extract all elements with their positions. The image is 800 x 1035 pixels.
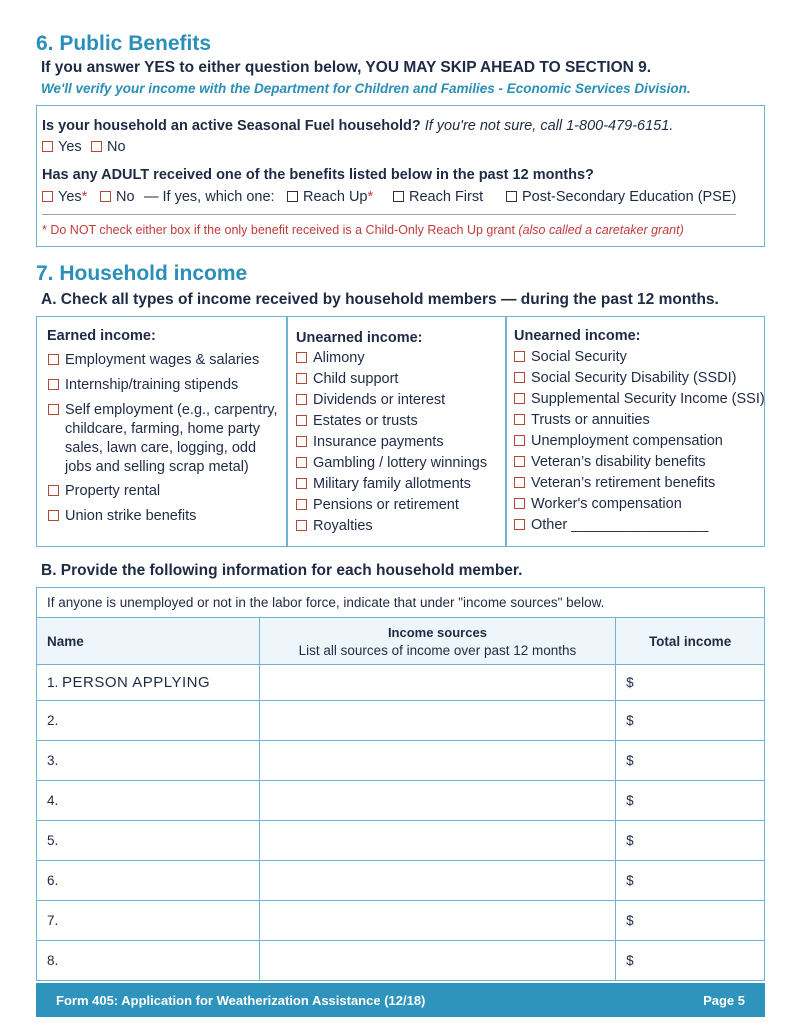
pse-option[interactable] <box>506 189 736 205</box>
checkbox[interactable] <box>296 352 307 363</box>
footer-form-title: Form 405: Application for Weatherization Assistance (12/18) <box>56 993 426 1008</box>
checkbox[interactable] <box>48 404 59 415</box>
total-cell[interactable]: $ <box>616 665 765 701</box>
income-option-dividends[interactable] <box>296 391 445 410</box>
option-label: Military family allotments <box>313 476 471 492</box>
checkbox[interactable] <box>514 435 525 446</box>
page-footer <box>36 983 765 1017</box>
option-label: Employment wages & salaries <box>65 352 260 368</box>
sources-cell[interactable] <box>259 821 615 861</box>
self-employment-line-3: sales, lawn care, logging, odd <box>65 440 257 456</box>
col-header-sources <box>259 618 615 665</box>
income-option-ssi[interactable] <box>514 390 765 409</box>
checkbox[interactable] <box>514 498 525 509</box>
option-label: Union strike benefits <box>65 508 197 524</box>
table-row <box>37 861 765 901</box>
name-cell[interactable]: 6. <box>37 861 260 901</box>
income-option-alimony[interactable] <box>296 349 365 368</box>
income-option-child-support[interactable] <box>296 370 398 389</box>
income-option-other[interactable] <box>514 516 708 535</box>
option-label: Trusts or annuities <box>531 412 650 428</box>
option-label: Alimony <box>313 350 365 366</box>
q2-yes-option[interactable] <box>42 189 87 205</box>
name-cell[interactable]: 8. <box>37 941 260 981</box>
household-income-table <box>36 587 765 981</box>
earned-income-heading: Earned income: <box>47 328 156 344</box>
income-option-royalties[interactable] <box>296 517 373 536</box>
income-option-trusts[interactable] <box>514 411 650 430</box>
sources-cell[interactable] <box>259 941 615 981</box>
self-employment-line-2: childcare, farming, home party <box>65 421 261 437</box>
total-cell[interactable]: $ <box>616 941 765 981</box>
total-cell[interactable]: $ <box>616 741 765 781</box>
column-divider <box>286 316 288 547</box>
unearned-income-heading-1: Unearned income: <box>296 330 423 346</box>
income-option-wages[interactable] <box>48 351 259 370</box>
option-label: Supplemental Security Income (SSI) <box>531 391 765 407</box>
section-6-instruction: If you answer YES to either question below, YOU MAY SKIP AHEAD TO SECTION 9. <box>41 59 652 76</box>
checkbox[interactable] <box>296 520 307 531</box>
checkbox[interactable] <box>296 394 307 405</box>
option-label: Pensions or retirement <box>313 497 459 513</box>
reach-first-checkbox[interactable] <box>393 191 404 202</box>
sources-cell[interactable] <box>259 741 615 781</box>
option-label: Self employment (e.g., carpentry, <box>65 402 278 418</box>
name-cell[interactable]: 7. <box>37 901 260 941</box>
sources-cell[interactable] <box>259 901 615 941</box>
income-option-veteran-disability[interactable] <box>514 453 706 472</box>
name-cell[interactable] <box>37 665 260 701</box>
option-label: Child support <box>313 371 399 387</box>
sources-cell[interactable] <box>259 665 615 701</box>
total-cell[interactable]: $ <box>616 701 765 741</box>
option-label: Unemployment compensation <box>531 433 723 449</box>
table-row <box>37 901 765 941</box>
option-label: Veteran’s disability benefits <box>531 454 706 470</box>
part-b-heading: B. Provide the following information for each household member. <box>41 562 523 579</box>
table-row <box>37 821 765 861</box>
income-option-insurance[interactable] <box>296 433 444 452</box>
option-label: Insurance payments <box>313 434 444 450</box>
q2-which-label: — If yes, which one: <box>144 189 275 205</box>
reach-up-asterisk: * <box>367 189 374 205</box>
col-header-name: Name <box>37 618 260 665</box>
reach-up-checkbox[interactable] <box>287 191 298 202</box>
table-row <box>37 741 765 781</box>
table-row <box>37 781 765 821</box>
sources-cell[interactable] <box>259 781 615 821</box>
row-number: 1. <box>47 675 59 690</box>
option-label: Estates or trusts <box>313 413 418 429</box>
reach-first-option[interactable] <box>393 189 483 205</box>
sources-cell[interactable] <box>259 701 615 741</box>
q1-no-checkbox[interactable] <box>91 141 102 152</box>
table-row <box>37 665 765 701</box>
q2-yes-label: Yes <box>58 189 82 205</box>
col-sources-title: Income sources <box>387 624 487 640</box>
q1-no-label: No <box>107 139 126 155</box>
q1-yes-checkbox[interactable] <box>42 141 53 152</box>
checkbox[interactable] <box>514 372 525 383</box>
q1-text: Is your household an active Seasonal Fuel household? <box>42 118 421 134</box>
name-cell[interactable]: 4. <box>37 781 260 821</box>
section-6-note: We'll verify your income with the Department for Children and Families - Economic Services Division. <box>41 81 691 96</box>
name-cell[interactable]: 3. <box>37 741 260 781</box>
option-label: Social Security Disability (SSDI) <box>531 370 737 386</box>
checkbox[interactable] <box>296 499 307 510</box>
checkbox[interactable] <box>514 519 525 530</box>
divider <box>42 214 736 215</box>
total-cell[interactable]: $ <box>616 901 765 941</box>
option-label: Gambling / lottery winnings <box>313 455 488 471</box>
income-option-union-strike[interactable] <box>48 507 196 526</box>
unearned-income-heading-2: Unearned income: <box>514 328 641 344</box>
total-cell[interactable]: $ <box>616 781 765 821</box>
checkbox[interactable] <box>514 477 525 488</box>
checkbox[interactable] <box>514 393 525 404</box>
q2-no-label: No <box>116 189 135 205</box>
total-cell[interactable]: $ <box>616 861 765 901</box>
checkbox[interactable] <box>296 415 307 426</box>
footnote-main: * Do NOT check either box if the only benefit received is a Child-Only Reach Up grant <box>42 223 515 237</box>
option-label: Property rental <box>65 483 161 499</box>
option-label: Veteran’s retirement benefits <box>531 475 716 491</box>
income-option-pensions[interactable] <box>296 496 459 515</box>
column-divider <box>505 316 507 547</box>
q2-text: Has any ADULT received one of the benefits listed below in the past 12 months? <box>42 167 594 183</box>
income-option-estates[interactable] <box>296 412 418 431</box>
q1-yes-option[interactable] <box>42 139 82 155</box>
income-option-military[interactable] <box>296 475 471 494</box>
name-cell[interactable]: 5. <box>37 821 260 861</box>
pse-label: Post-Secondary Education (PSE) <box>522 189 737 205</box>
section-6-title: 6. Public Benefits <box>36 32 212 55</box>
q1-yes-label: Yes <box>58 139 82 155</box>
footer-page-number: Page 5 <box>703 993 745 1008</box>
checkbox[interactable] <box>296 436 307 447</box>
name-cell[interactable]: 2. <box>37 701 260 741</box>
option-label: Worker's compensation <box>531 496 682 512</box>
income-option-self-employment[interactable] <box>48 401 278 420</box>
option-label: Other _________________ <box>531 517 709 533</box>
option-label: Social Security <box>531 349 627 365</box>
q1-no-option[interactable] <box>91 139 126 155</box>
footnote-italic: (also called a caretaker grant) <box>518 223 684 237</box>
reach-up-option[interactable] <box>287 189 373 205</box>
income-option-property-rental[interactable] <box>48 482 160 501</box>
income-option-unemployment[interactable] <box>514 432 723 451</box>
checkbox[interactable] <box>48 485 59 496</box>
section-7-title: 7. Household income <box>36 262 248 285</box>
q2-yes-asterisk: * <box>81 189 88 205</box>
row-name: PERSON APPLYING <box>62 674 211 691</box>
q2-yes-checkbox[interactable] <box>42 191 53 202</box>
option-label: Dividends or interest <box>313 392 446 408</box>
q1-question <box>42 118 673 134</box>
checkbox[interactable] <box>296 478 307 489</box>
checkbox[interactable] <box>514 351 525 362</box>
table-row <box>37 941 765 981</box>
sources-cell[interactable] <box>259 861 615 901</box>
table-row <box>37 701 765 741</box>
option-label: Royalties <box>313 518 373 534</box>
checkbox[interactable] <box>48 354 59 365</box>
part-a-heading: A. Check all types of income received by household members — during the past 12 months. <box>41 291 719 308</box>
checkbox[interactable] <box>514 456 525 467</box>
q1-hint: If you're not sure, call 1-800-479-6151. <box>424 118 674 134</box>
income-option-stipends[interactable] <box>48 376 238 395</box>
option-label: Internship/training stipends <box>65 377 239 393</box>
q2-no-checkbox[interactable] <box>100 191 111 202</box>
col-sources-subtitle: List all sources of income over past 12 months <box>298 642 577 658</box>
q2-question <box>42 167 594 183</box>
q2-no-option[interactable] <box>100 189 135 205</box>
table-note: If anyone is unemployed or not in the labor force, indicate that under "income sources" below. <box>37 588 765 618</box>
checkbox[interactable] <box>48 510 59 521</box>
income-option-social-security[interactable] <box>514 348 627 367</box>
income-option-workers-comp[interactable] <box>514 495 682 514</box>
checkbox[interactable] <box>48 379 59 390</box>
pse-checkbox[interactable] <box>506 191 517 202</box>
checkbox[interactable] <box>296 457 307 468</box>
reach-up-label: Reach Up <box>303 189 368 205</box>
checkbox[interactable] <box>514 414 525 425</box>
self-employment-line-4: jobs and selling scrap metal) <box>65 459 249 475</box>
income-option-ssdi[interactable] <box>514 369 736 388</box>
footnote <box>42 223 684 237</box>
col-header-total: Total income <box>616 618 765 665</box>
income-option-gambling[interactable] <box>296 454 487 473</box>
checkbox[interactable] <box>296 373 307 384</box>
reach-first-label: Reach First <box>409 189 484 205</box>
income-option-veteran-retirement[interactable] <box>514 474 715 493</box>
total-cell[interactable]: $ <box>616 821 765 861</box>
